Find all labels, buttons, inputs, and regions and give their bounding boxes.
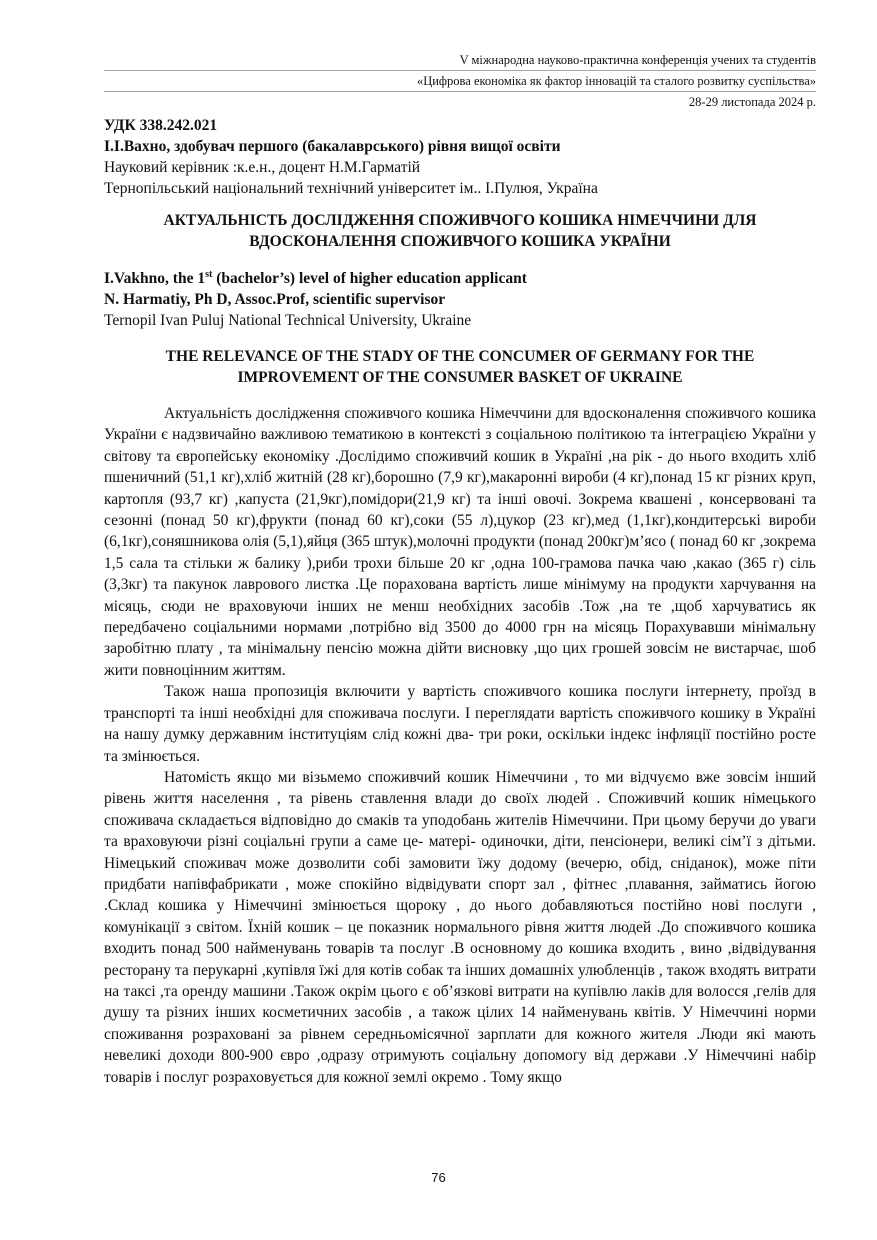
en-university: Ternopil Ivan Puluj National Technical University, Ukraine <box>104 312 472 329</box>
conference-header: V міжнародна науково-практична конференція учених та студентів <box>459 53 816 67</box>
ua-author: І.І.Вахно, здобувач першого (бакалаврського) рівня вищої освіти <box>104 138 561 155</box>
en-author: I.Vakhno, the 1st (bachelor’s) level of higher education applicant <box>104 268 527 287</box>
header-rule <box>104 70 816 71</box>
en-title: THE RELEVANCE OF THE STADY OF THE CONCUMER OF GERMANY FOR THE IMPROVEMENT OF THE CONSUMER BASKET OF UKRAINE <box>165 348 755 386</box>
paragraph: Натомість якщо ми візьмемо споживчий кошик Німеччини , то ми відчуємо вже зовсім інший рівень життя населення , та рівень ставлення влади до своїх людей . Споживчий кошик німецького споживача складається відповідно до смаків та уподобань жителів Німеччини. При цьому беручи до уваги та враховуючи різні соціальні групи а саме це- матері- одиночки, діти, пенсіонери, великі сім’ї з дітьми. Німецький споживач може дозволити собі замовити їжу додому (вечерю, обід, сніданок), може піти придбати напівфабрикати , може спокійно відвідувати спорт зал , фітнес ,плавання, займатись йогою .Склад кошика у Німеччині змінюється щороку , до нього добавляються постійно нові послуги , комунікації з світом. Їхній кошик – це показник нормального рівня життя людей .До споживчого кошика входить понад 500 найменувань товарів та послуг .В основному до кошика входить , вино ,відвідування ресторану та перукарні ,купівля їжі для котів собак та інших домашніх улюбленців , також входять витрати на таксі ,та оренду машини .Також окрім цього є об’язкові витрати на купівлю лаків для волосся ,гелів для душу та різних інших косметичних засобів , а також цілих 14 найменувань квітів. У Німеччині норми споживання розраховані за рівнем середньомісячної зарплати для кожного жителя .Люди які мають невеликі доходи 800-900 євро ,одразу отримують соціальну допомогу від держави .У Німеччині набір товарів і послуг розраховується для кожної землі окремо . Тому якщо <box>104 768 816 1086</box>
ua-title: АКТУАЛЬНІСТЬ ДОСЛІДЖЕННЯ СПОЖИВЧОГО КОШИКА НІМЕЧЧИНИ ДЛЯ ВДОСКОНАЛЕННЯ СПОЖИВЧОГО КОШИКА УКРАЇНИ <box>163 212 757 250</box>
en-supervisor: N. Harmatiy, Ph D, Assoc.Prof, scientific supervisor <box>104 291 446 308</box>
ua-supervisor: Науковий керівник :к.е.н., доцент Н.М.Гарматій <box>104 159 421 176</box>
paragraph: Актуальність дослідження споживчого кошика Німеччини для вдосконалення споживчого кошика України є надзвичайно важливою тематикою в контексті з соціальною політикою та інтеграцією України у світову та європейську економіку .Дослідимо споживчий кошик в Україні ,на рік - до нього входить хліб пшеничний (51,1 кг),хліб житній (28 кг),борошно (7,9 кг),макаронні вироби (4 кг),понад 15 кг різних круп, картопля (93,7 кг) ,капуста (21,9кг),помідори(21,9 кг) та інші овочі. Зокрема квашені , консервовані та сезонні (понад 50 кг),фрукти (понад 60 кг),соки (55 л),цукор (23 кг),мед (1,1кг),кондитерські вироби (6,1кг),соняшникова олія (5,1),яйця (365 штук),молочні продукти (понад 200кг)м’ясо ( понад 60 кг ,зокрема 1,5 сала та стільки ж балику ),риби трохи більше 20 кг ,одна 100-грамова пачка чаю ,какао (365 г) сіль (3,3кг) та пакунок лаврового листка .Це порахована вартість лише мінімуму на продукти харчування на місяць, сюди не враховуючи інших не менш необхідних засобів .Тож ,на те ,щоб харчуватись як передбачено соціальними нормами ,потрібно від 3500 до 4000 грн на місяць Порахувавши мінімальну заробітню плату , та мінімальну пенсію можна дійти висновку ,що цих грошей зовсім не вистарчає, шоб жити повноцінним життям. <box>104 405 816 679</box>
page-number: 76 <box>431 1170 446 1185</box>
article-body <box>104 403 816 1088</box>
paragraph: Також наша пропозиція включити у вартість споживчого кошика послуги інтернету, проїзд в транспорті та інші необхідні для споживача послуги. І переглядати вартість споживчого кошику в Україні на нашу думку державним інституціям слід кожні два- три роки, оскільки індекс інфляції постійно росте та змінюється. <box>104 683 816 765</box>
ua-university: Тернопільський національний технічний університет ім.. І.Пулюя, Україна <box>104 180 598 197</box>
udk-code: УДК 338.242.021 <box>104 117 218 134</box>
header-rule <box>104 91 816 92</box>
conference-theme: «Цифрова економіка як фактор інновацій та сталого розвитку суспільства» <box>416 74 816 88</box>
conference-dates: 28-29 листопада 2024 р. <box>688 95 816 109</box>
